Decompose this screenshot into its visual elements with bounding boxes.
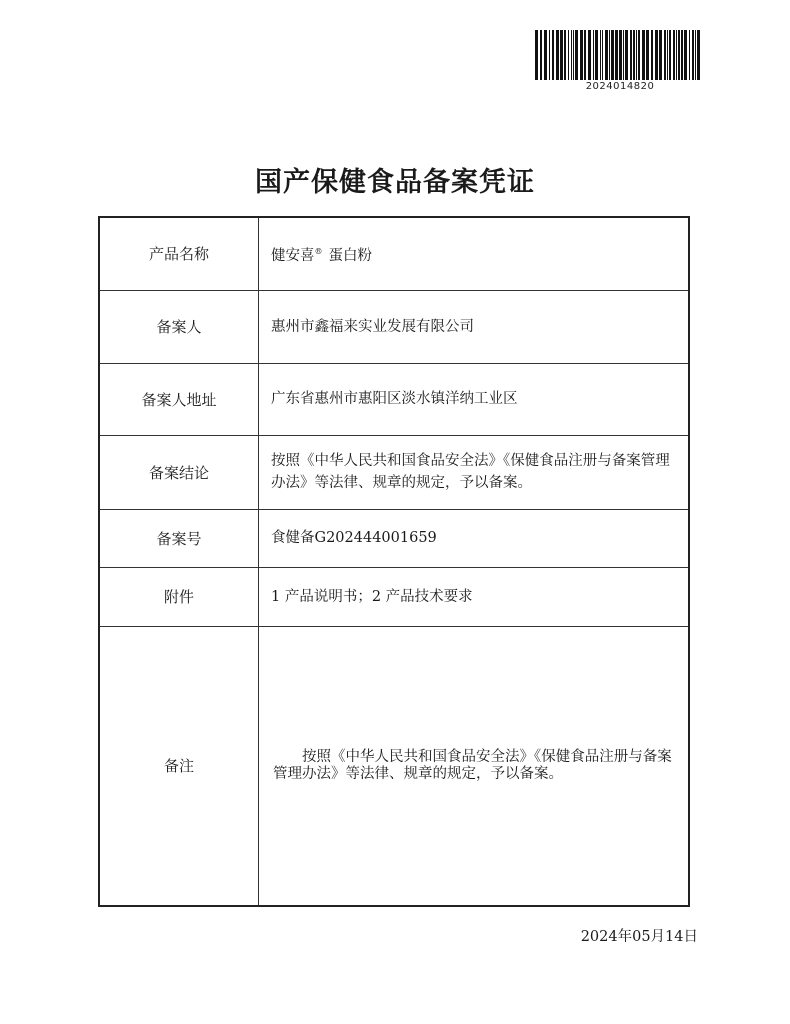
barcode-bar [669, 30, 671, 80]
product-brand: 健安喜 [271, 247, 315, 264]
barcode-bar [638, 30, 640, 80]
barcode-image [534, 30, 706, 80]
value-product-name [259, 217, 690, 290]
row-conclusion [99, 435, 689, 509]
label-record-no: 备案号 [99, 509, 259, 567]
value-record-no: 食健备G202444001659 [259, 509, 690, 567]
barcode-bar [642, 30, 645, 80]
barcode-bar [575, 30, 578, 80]
barcode-bar [544, 30, 547, 80]
registered-mark: ® [314, 246, 323, 256]
value-filer: 惠州市鑫福来实业发展有限公司 [259, 290, 690, 363]
label-conclusion: 备案结论 [99, 435, 259, 509]
barcode-bar [571, 30, 572, 80]
value-attachment: 1 产品说明书；2 产品技术要求 [259, 567, 690, 626]
barcode-bar [588, 30, 591, 80]
barcode-bar [659, 30, 662, 80]
barcode-bar [655, 30, 658, 80]
barcode-bar [623, 30, 624, 80]
barcode-bar [676, 30, 677, 80]
label-filer: 备案人 [99, 290, 259, 363]
row-remark [99, 626, 689, 906]
barcode-bar [540, 30, 542, 80]
row-product-name [99, 217, 689, 290]
barcode-bar [615, 30, 618, 80]
barcode-bar [667, 30, 668, 80]
value-address: 广东省惠州市惠阳区淡水镇洋纳工业区 [259, 363, 690, 435]
barcode-bar [535, 30, 538, 80]
barcode-bar [681, 30, 683, 80]
barcode-bar [605, 30, 608, 80]
barcode-bar [630, 30, 632, 80]
barcode [534, 30, 706, 92]
barcode-bar [549, 30, 550, 80]
barcode-bar [697, 30, 700, 80]
barcode-bar [664, 30, 666, 80]
barcode-bar [573, 30, 574, 80]
barcode-bar [695, 30, 696, 80]
barcode-bar [646, 30, 649, 80]
barcode-bar [568, 30, 569, 80]
row-address [99, 363, 689, 435]
barcode-bar [636, 30, 637, 80]
label-attachment: 附件 [99, 567, 259, 626]
barcode-bar [678, 30, 680, 80]
barcode-bar [689, 30, 690, 80]
barcode-bar [692, 30, 694, 80]
label-remark: 备注 [99, 626, 259, 906]
barcode-bar [611, 30, 614, 80]
row-filer [99, 290, 689, 363]
remark-text: 按照《中华人民共和国食品安全法》《保健食品注册与备案管理办法》等法律、规章的规定，予以备案。 [273, 748, 672, 782]
barcode-bar [600, 30, 601, 80]
barcode-bar [609, 30, 610, 80]
barcode-bar [602, 30, 603, 80]
barcode-bar [651, 30, 653, 80]
label-product-name: 产品名称 [99, 217, 259, 290]
barcode-bar [560, 30, 563, 80]
barcode-bar [619, 30, 622, 80]
row-record-no [99, 509, 689, 567]
barcode-bar [625, 30, 628, 80]
value-remark [259, 626, 690, 906]
barcode-bar [673, 30, 675, 80]
barcode-bar [684, 30, 687, 80]
barcode-bar [564, 30, 566, 80]
barcode-bar [595, 30, 598, 80]
product-name: 蛋白粉 [328, 247, 372, 264]
barcode-bar [580, 30, 583, 80]
value-conclusion: 按照《中华人民共和国食品安全法》《保健食品注册与备案管理办法》等法律、规章的规定，予以备案。 [259, 435, 690, 509]
barcode-bar [556, 30, 559, 80]
barcode-bar [584, 30, 586, 80]
issue-date: 2024年05月14日 [580, 929, 698, 945]
barcode-bar [633, 30, 635, 80]
row-attachment [99, 567, 689, 626]
barcode-bar [593, 30, 594, 80]
barcode-bar [552, 30, 554, 80]
document-title: 国产保健食品备案凭证 [255, 167, 535, 198]
barcode-number: 2024014820 [585, 81, 655, 92]
label-address: 备案人地址 [99, 363, 259, 435]
record-table [98, 216, 690, 907]
